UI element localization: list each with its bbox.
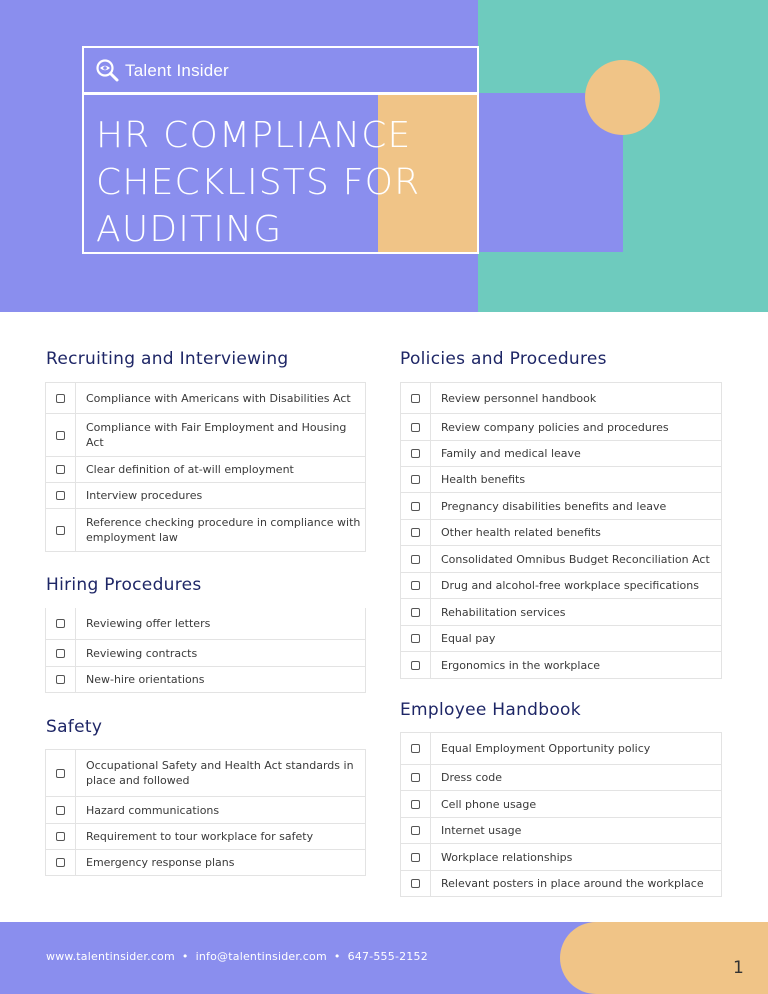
section-title-safety: Safety (46, 717, 103, 737)
list-item: Compliance with Fair Employment and Housing Act (45, 414, 366, 457)
checkbox[interactable] (411, 475, 420, 484)
checkbox[interactable] (411, 826, 420, 835)
checkbox[interactable] (411, 634, 420, 643)
list-item: Family and medical leave (400, 441, 722, 467)
list-item: Dress code (400, 765, 722, 791)
checkbox[interactable] (56, 649, 65, 658)
title-line: CHECKLISTS FOR (96, 162, 421, 203)
checkbox[interactable] (411, 581, 420, 590)
list-item: Cell phone usage (400, 791, 722, 818)
magnifier-eye-icon (95, 58, 121, 84)
list-item: Compliance with Americans with Disabilities Act (45, 382, 366, 414)
list-item: Internet usage (400, 818, 722, 844)
page-title (96, 112, 420, 253)
title-line: HR COMPLIANCE (96, 115, 412, 156)
list-item: Emergency response plans (45, 850, 366, 876)
checklist-safety (45, 749, 366, 876)
list-item: Review personnel handbook (400, 382, 722, 414)
checkbox[interactable] (411, 800, 420, 809)
checklist-handbook (400, 732, 722, 897)
checkbox[interactable] (56, 394, 65, 403)
checkbox[interactable] (56, 465, 65, 474)
checkbox[interactable] (56, 619, 65, 628)
section-title-policies: Policies and Procedures (400, 349, 607, 369)
list-item: Relevant posters in place around the workplace (400, 871, 722, 897)
checkbox[interactable] (56, 491, 65, 500)
checkbox[interactable] (411, 879, 420, 888)
checkbox[interactable] (411, 608, 420, 617)
list-item: Other health related benefits (400, 520, 722, 546)
separator: • (181, 950, 189, 963)
brand-name: Talent Insider (125, 61, 229, 80)
list-item: Pregnancy disabilities benefits and leave (400, 493, 722, 520)
checkbox[interactable] (56, 832, 65, 841)
checklist-hiring (45, 608, 366, 693)
list-item: Interview procedures (45, 483, 366, 509)
section-title-hiring: Hiring Procedures (46, 575, 202, 595)
checkbox[interactable] (56, 806, 65, 815)
checkbox[interactable] (56, 526, 65, 535)
checkbox[interactable] (411, 394, 420, 403)
list-item: Equal Employment Opportunity policy (400, 732, 722, 765)
footer-contact (46, 950, 428, 963)
checkbox[interactable] (56, 769, 65, 778)
website-link[interactable]: www.talentinsider.com (46, 950, 175, 963)
section-title-recruiting: Recruiting and Interviewing (46, 349, 289, 369)
list-item: Reviewing offer letters (45, 608, 366, 640)
title-line: AUDITING (96, 209, 283, 250)
hero-orange-circle (585, 60, 660, 135)
list-item: Rehabilitation services (400, 599, 722, 626)
brand (95, 58, 229, 84)
list-item: Workplace relationships (400, 844, 722, 871)
checkbox[interactable] (411, 853, 420, 862)
checkbox[interactable] (411, 744, 420, 753)
list-item: Clear definition of at-will employment (45, 457, 366, 483)
checkbox[interactable] (411, 423, 420, 432)
list-item: Drug and alcohol-free workplace specifications (400, 573, 722, 599)
list-item: Equal pay (400, 626, 722, 652)
separator: • (333, 950, 341, 963)
checkbox[interactable] (56, 858, 65, 867)
checkbox[interactable] (56, 431, 65, 440)
checkbox[interactable] (411, 661, 420, 670)
list-item: Ergonomics in the workplace (400, 652, 722, 679)
section-title-handbook: Employee Handbook (400, 700, 581, 720)
list-item: New-hire orientations (45, 667, 366, 693)
checkbox[interactable] (411, 555, 420, 564)
checkbox[interactable] (411, 449, 420, 458)
checkbox[interactable] (411, 502, 420, 511)
list-item: Consolidated Omnibus Budget Reconciliation Act (400, 546, 722, 573)
email-link[interactable]: info@talentinsider.com (195, 950, 327, 963)
list-item: Reference checking procedure in compliance with employment law (45, 509, 366, 552)
list-item: Occupational Safety and Health Act standards in place and followed (45, 749, 366, 797)
list-item: Requirement to tour workplace for safety (45, 824, 366, 850)
list-item: Hazard communications (45, 797, 366, 824)
checklist-policies (400, 382, 722, 679)
list-item: Review company policies and procedures (400, 414, 722, 441)
page-number: 1 (733, 958, 744, 978)
phone-number: 647-555-2152 (347, 950, 428, 963)
checkbox[interactable] (56, 675, 65, 684)
checkbox[interactable] (411, 528, 420, 537)
checklist-recruiting (45, 382, 366, 552)
list-item: Reviewing contracts (45, 640, 366, 667)
checkbox[interactable] (411, 773, 420, 782)
list-item: Health benefits (400, 467, 722, 493)
